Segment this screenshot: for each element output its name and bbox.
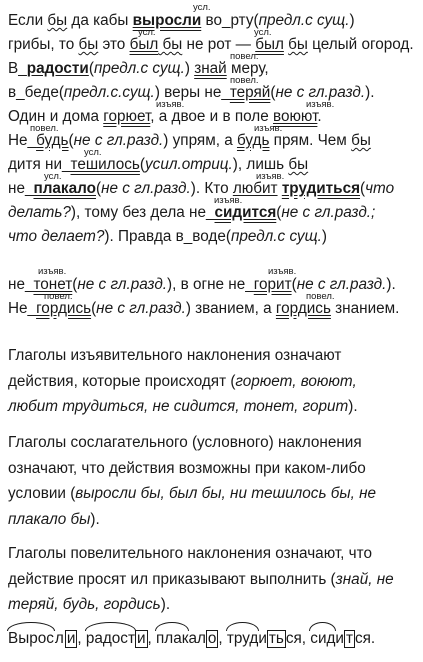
annotation-izyav: изъяв. [38, 266, 67, 277]
morph-word-radosti: радост и [86, 628, 148, 650]
annotation-usl: усл. [44, 171, 62, 182]
annotation-povel: повел. [30, 123, 59, 134]
annotation-povel: повел. [44, 291, 73, 302]
text-line-6: Не_будь(не с гл.разд.) упрям, а будь прям. Чем бы [8, 132, 371, 149]
annotation-usl: усл. [254, 27, 272, 38]
text-line-8: не_плакало(не с гл.разд.). Кто любит трудиться(что [8, 180, 395, 197]
text-line-12: Не_гордись(не с гл.разд.) званием, а гордись знанием. [8, 300, 400, 317]
text-line-1: Если бы да кабы выросли во_рту(предл.с сущ.) [8, 12, 355, 29]
annotation-usl: усл. [193, 2, 211, 13]
morph-word-siditsya: сиди т ся [310, 628, 371, 650]
text-line-5: Один и дома горюет, а двое и в поле воюют. [8, 108, 322, 125]
text-line-4: в_беде(предл.с.сущ.) веры не_теряй(не с гл.разд.). [8, 84, 375, 101]
morph-word-plakalo: плакал о [156, 628, 218, 650]
annotation-povel: повел. [230, 51, 259, 62]
paragraph-imperative: Глаголы повелительного наклонения означают, что действие просят ил приказывают выполнить (знай, не теряй, будь, гордись). [8, 545, 394, 613]
annotation-povel: повел. [230, 75, 259, 86]
paragraph-indicative: Глаголы изъявительного наклонения означают действия, которые происходят (горюет, воюют, любит трудиться, не сидится, тонет, горит). [8, 347, 358, 415]
morpheme-analysis: Выросл и , радост и , плакал о , труди ть ся, сиди т ся. [8, 628, 375, 650]
annotation-povel: повел. [306, 291, 335, 302]
annotation-izyav: изъяв. [156, 99, 185, 110]
text-line-11: не_тонет(не с гл.разд.), в огне не_горит(не с гл.разд.). [8, 276, 396, 293]
text-line-7: дитя ни_тешилось(усил.отриц.), лишь бы [8, 156, 309, 173]
text-line-2: грибы, то бы это был бы не рот — был бы целый огород. [8, 36, 414, 53]
text-line-10: что делает?). Правда в_воде(предл.с сущ.) [8, 228, 327, 245]
text-line-9: делать?), тому без дела не_сидится(не с гл.разд.; [8, 204, 376, 221]
morph-word-vyrosli: Выросл и [8, 628, 77, 650]
paragraph-conditional: Глаголы сослагательного (условного) наклонения означают, что действия возможны при каком-либо условии (выросли бы, был бы, ни тешилось бы, не плакало бы). [8, 434, 377, 528]
annotation-izyav: изъяв. [306, 99, 335, 110]
annotation-usl: усл. [84, 147, 102, 158]
morph-word-truditsya: труди ть ся [227, 628, 302, 650]
annotation-izyav: изъяв. [268, 266, 297, 277]
text-line-3: В_радости(предл.с сущ.) знай меру, [8, 60, 269, 77]
annotation-izyav: изъяв. [214, 195, 243, 206]
annotation-izyav: изъяв. [256, 171, 285, 182]
annotation-izyav: изъяв. [254, 123, 283, 134]
annotation-usl: усл. [138, 27, 156, 38]
